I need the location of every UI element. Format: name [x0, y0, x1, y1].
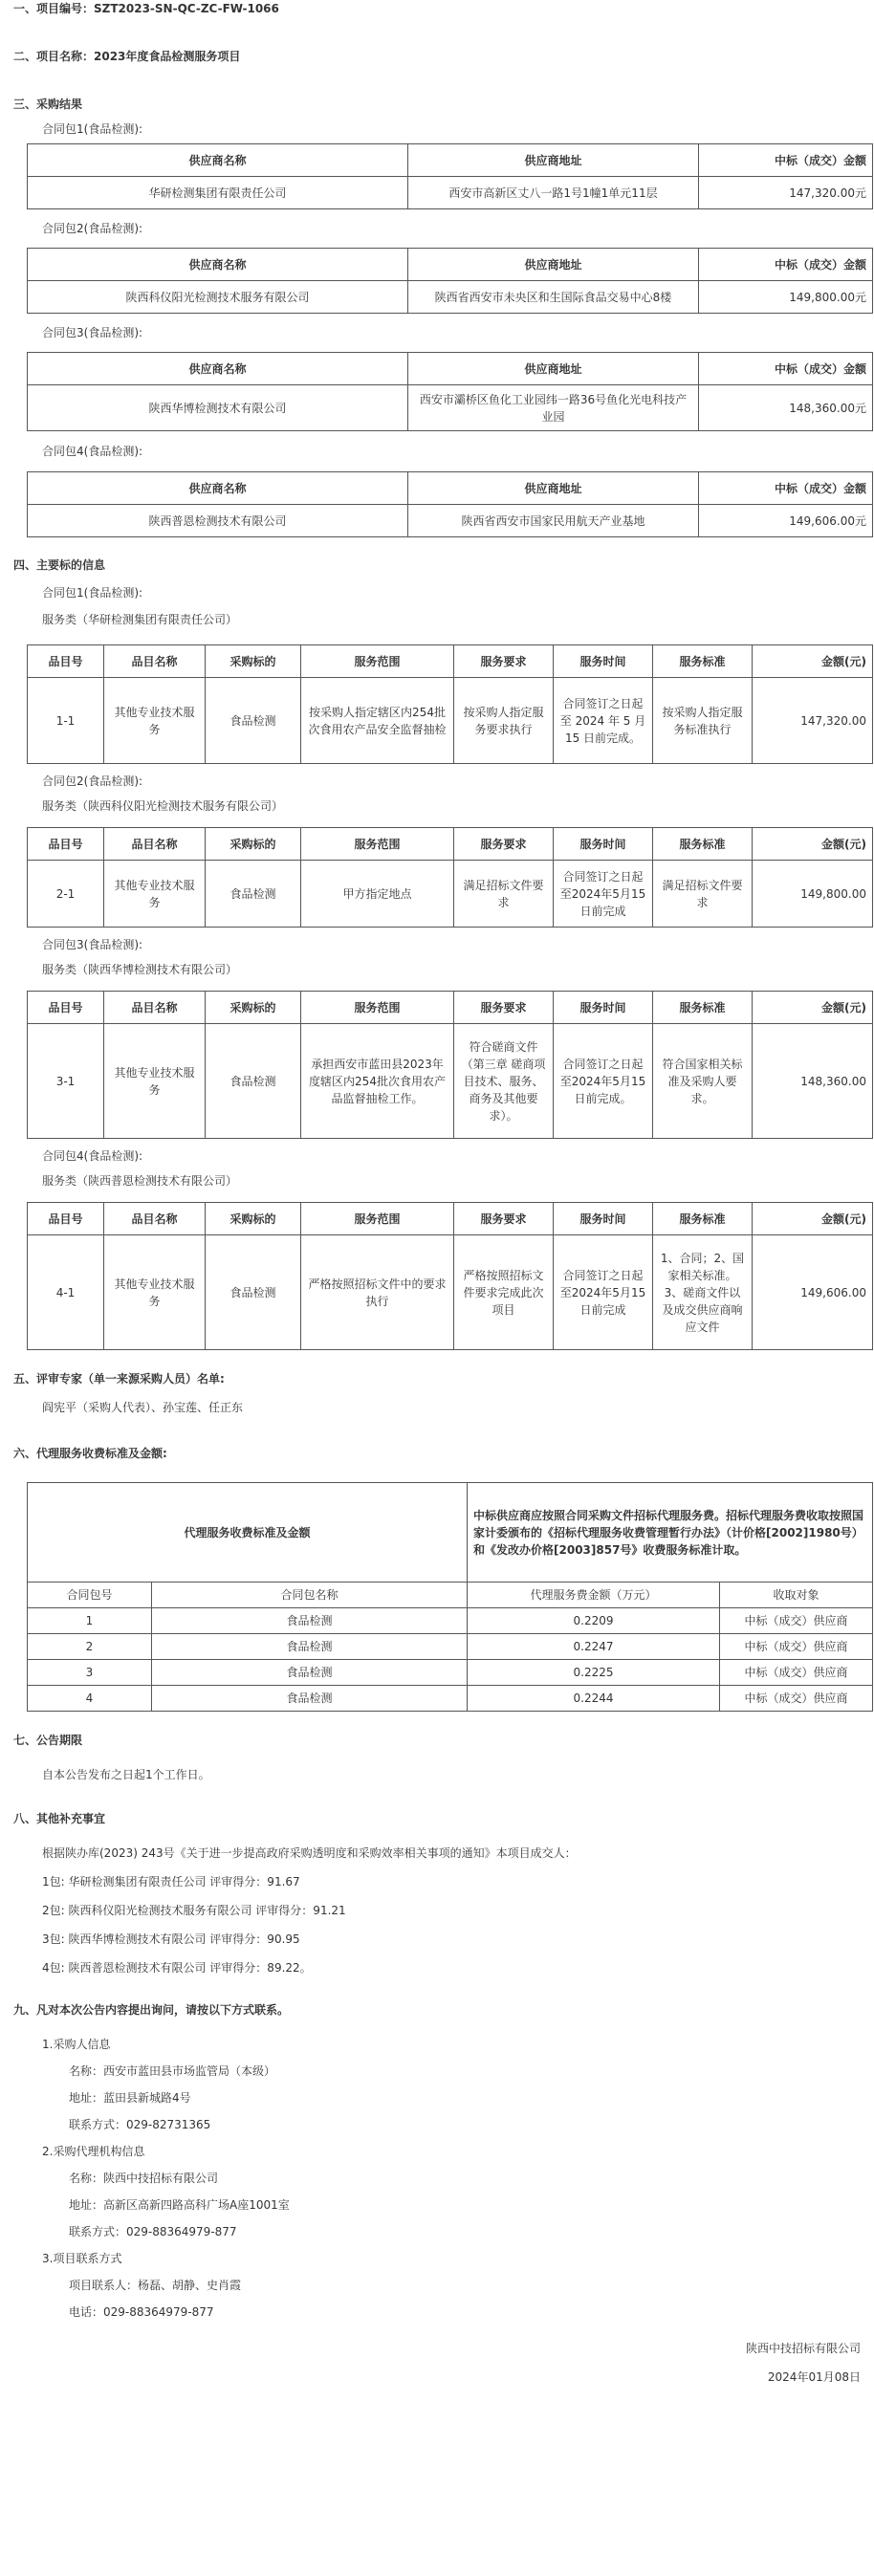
procurement-result-heading: 三、采购结果	[13, 98, 83, 111]
result-table-lot-1	[27, 143, 873, 209]
fee-lot-no: 4	[28, 1686, 152, 1712]
item-object: 食品检测	[206, 861, 301, 928]
experts-list: 阎宪平（采购人代表）、孙宝莲、任正东	[42, 1401, 244, 1414]
item-lot-label: 合同包1(食品检测):	[42, 586, 143, 600]
main-items-heading: 四、主要标的信息	[13, 558, 106, 572]
col-scope: 服务范围	[301, 828, 454, 861]
supplement-line: 4包: 陕西普恩检测技术有限公司 评审得分：89.22。	[42, 1961, 312, 1975]
col-req: 服务要求	[454, 1203, 554, 1235]
contact-purchaser-addr: 地址：蓝田县新城路4号	[69, 2091, 191, 2105]
col-fee: 代理服务费金额（万元）	[468, 1583, 720, 1608]
item-std: 满足招标文件要求	[653, 861, 753, 928]
item-lot-sub: 服务类（陕西普恩检测技术有限公司）	[42, 1174, 238, 1188]
project-name-heading: 二、项目名称：2023年度食品检测服务项目	[13, 50, 241, 63]
item-lot-label: 合同包3(食品检测):	[42, 938, 143, 951]
supplement-heading: 八、其他补充事宜	[13, 1812, 106, 1825]
item-amount: 149,606.00	[753, 1235, 873, 1350]
fee-lot-no: 2	[28, 1634, 152, 1660]
item-lot-sub: 服务类（陕西华博检测技术有限公司）	[42, 963, 238, 976]
item-amount: 149,800.00	[753, 861, 873, 928]
contact-agency-addr: 地址：高新区高新四路高科广场A座1001室	[69, 2198, 290, 2212]
contact-agency-name: 名称：陕西中技招标有限公司	[69, 2172, 219, 2185]
col-name: 品目名称	[104, 828, 206, 861]
item-scope: 承担西安市蓝田县2023年度辖区内254批次食用农产品监督抽检工作。	[301, 1024, 454, 1139]
supplier-addr: 陕西省西安市未央区和生国际食品交易中心8楼	[408, 281, 699, 314]
contact-agency-tel: 联系方式：029-88364979-877	[69, 2225, 237, 2238]
item-table-lot-4	[27, 1202, 873, 1350]
col-amount: 中标（成交）金额	[699, 144, 873, 177]
col-req: 服务要求	[454, 828, 554, 861]
supplier-amount: 149,606.00元	[699, 505, 873, 537]
item-lot-label: 合同包2(食品检测):	[42, 775, 143, 788]
col-item: 品目号	[28, 992, 104, 1024]
fee-lot-name: 食品检测	[152, 1660, 468, 1686]
item-req: 满足招标文件要求	[454, 861, 554, 928]
col-amount: 中标（成交）金额	[699, 472, 873, 505]
col-object: 采购标的	[206, 1203, 301, 1235]
col-supplier-addr: 供应商地址	[408, 472, 699, 505]
col-std: 服务标准	[653, 1203, 753, 1235]
col-time: 服务时间	[554, 1203, 653, 1235]
item-object: 食品检测	[206, 1235, 301, 1350]
item-time: 合同签订之日起至2024年5月15日前完成	[554, 861, 653, 928]
fee-lot-no: 3	[28, 1660, 152, 1686]
experts-heading: 五、评审专家（单一来源采购人员）名单:	[13, 1372, 225, 1386]
item-req: 按采购人指定服务要求执行	[454, 678, 554, 764]
result-table-lot-3	[27, 352, 873, 431]
item-lot-sub: 服务类（陕西科仪阳光检测技术服务有限公司）	[42, 799, 284, 813]
col-supplier-addr: 供应商地址	[408, 249, 699, 281]
supplier-name: 陕西科仪阳光检测技术服务有限公司	[28, 281, 408, 314]
item-std: 1、合同；2、国家相关标准。3、磋商文件以及成交供应商响应文件	[653, 1235, 753, 1350]
fee-standard-text: 中标供应商应按照合同采购文件招标代理服务费。招标代理服务费收取按照国家计委颁布的《招标代理服务收费管理暂行办法》（计价格[2002]1980号）和《发改办价格[2003]857号》收费服务标准计取。	[468, 1483, 873, 1583]
item-std: 按采购人指定服务标准执行	[653, 678, 753, 764]
item-time: 合同签订之日起至 2024 年 5 月 15 日前完成。	[554, 678, 653, 764]
contact-purchaser-tel: 联系方式：029-82731365	[69, 2118, 211, 2131]
item-object: 食品检测	[206, 678, 301, 764]
supplement-line: 1包: 华研检测集团有限责任公司 评审得分：91.67	[42, 1875, 300, 1888]
col-time: 服务时间	[554, 828, 653, 861]
item-lot-label: 合同包4(食品检测):	[42, 1149, 143, 1163]
col-amount: 中标（成交）金额	[699, 249, 873, 281]
supplier-name: 陕西华博检测技术有限公司	[28, 385, 408, 431]
supplier-amount: 148,360.00元	[699, 385, 873, 431]
col-name: 品目名称	[104, 645, 206, 678]
contact-project-tel: 电话：029-88364979-877	[69, 2305, 214, 2319]
col-amount: 金额(元)	[753, 828, 873, 861]
contact-purchaser-title: 1.采购人信息	[42, 2038, 111, 2051]
agency-fee-heading: 六、代理服务收费标准及金额:	[13, 1447, 167, 1460]
contact-heading: 九、凡对本次公告内容提出询问，请按以下方式联系。	[13, 2003, 290, 2017]
item-amount: 147,320.00	[753, 678, 873, 764]
col-scope: 服务范围	[301, 992, 454, 1024]
col-lot-name: 合同包名称	[152, 1583, 468, 1608]
col-item: 品目号	[28, 645, 104, 678]
fee-lot-name: 食品检测	[152, 1634, 468, 1660]
supplement-line: 3包: 陕西华博检测技术有限公司 评审得分：90.95	[42, 1932, 300, 1946]
fee-amount: 0.2209	[468, 1608, 720, 1634]
col-req: 服务要求	[454, 645, 554, 678]
col-std: 服务标准	[653, 992, 753, 1024]
col-supplier-addr: 供应商地址	[408, 144, 699, 177]
item-scope: 严格按照招标文件中的要求执行	[301, 1235, 454, 1350]
item-name: 其他专业技术服务	[104, 678, 206, 764]
item-no: 2-1	[28, 861, 104, 928]
result-table-lot-4	[27, 471, 873, 537]
col-amount: 金额(元)	[753, 645, 873, 678]
item-amount: 148,360.00	[753, 1024, 873, 1139]
supplier-addr: 西安市灞桥区鱼化工业园纬一路36号鱼化光电科技产业园	[408, 385, 699, 431]
fee-lot-no: 1	[28, 1608, 152, 1634]
item-scope: 按采购人指定辖区内254批次食用农产品安全监督抽检	[301, 678, 454, 764]
item-table-lot-1	[27, 644, 873, 764]
fee-payer: 中标（成交）供应商	[720, 1660, 873, 1686]
agency-fee-table	[27, 1482, 873, 1712]
col-supplier-name: 供应商名称	[28, 144, 408, 177]
col-req: 服务要求	[454, 992, 554, 1024]
item-scope: 甲方指定地点	[301, 861, 454, 928]
supplier-addr: 陕西省西安市国家民用航天产业基地	[408, 505, 699, 537]
col-object: 采购标的	[206, 645, 301, 678]
col-time: 服务时间	[554, 992, 653, 1024]
item-no: 3-1	[28, 1024, 104, 1139]
item-lot-sub: 服务类（华研检测集团有限责任公司）	[42, 613, 238, 626]
col-item: 品目号	[28, 828, 104, 861]
col-supplier-name: 供应商名称	[28, 249, 408, 281]
contact-project-title: 3.项目联系方式	[42, 2252, 122, 2265]
col-amount: 金额(元)	[753, 992, 873, 1024]
fee-standard-label: 代理服务收费标准及金额	[28, 1483, 468, 1583]
result-table-lot-2	[27, 248, 873, 314]
item-table-lot-2	[27, 827, 873, 928]
fee-amount: 0.2247	[468, 1634, 720, 1660]
fee-lot-name: 食品检测	[152, 1608, 468, 1634]
fee-amount: 0.2225	[468, 1660, 720, 1686]
supplier-amount: 149,800.00元	[699, 281, 873, 314]
item-name: 其他专业技术服务	[104, 861, 206, 928]
supplier-name: 陕西普恩检测技术有限公司	[28, 505, 408, 537]
col-scope: 服务范围	[301, 645, 454, 678]
supplier-name: 华研检测集团有限责任公司	[28, 177, 408, 209]
col-std: 服务标准	[653, 645, 753, 678]
col-supplier-addr: 供应商地址	[408, 353, 699, 385]
col-time: 服务时间	[554, 645, 653, 678]
contact-agency-title: 2.采购代理机构信息	[42, 2145, 145, 2158]
item-time: 合同签订之日起至2024年5月15日前完成。	[554, 1024, 653, 1139]
footer-date: 2024年01月08日	[767, 2370, 861, 2384]
item-name: 其他专业技术服务	[104, 1024, 206, 1139]
supplier-addr: 西安市高新区丈八一路1号1幢1单元11层	[408, 177, 699, 209]
item-no: 1-1	[28, 678, 104, 764]
fee-amount: 0.2244	[468, 1686, 720, 1712]
supplement-line: 2包: 陕西科仪阳光检测技术服务有限公司 评审得分：91.21	[42, 1904, 346, 1917]
col-std: 服务标准	[653, 828, 753, 861]
fee-lot-name: 食品检测	[152, 1686, 468, 1712]
supplier-amount: 147,320.00元	[699, 177, 873, 209]
col-amount: 中标（成交）金额	[699, 353, 873, 385]
col-amount: 金额(元)	[753, 1203, 873, 1235]
item-req: 符合磋商文件（第三章 磋商项目技术、服务、商务及其他要求）。	[454, 1024, 554, 1139]
col-item: 品目号	[28, 1203, 104, 1235]
item-req: 严格按照招标文件要求完成此次项目	[454, 1235, 554, 1350]
col-payer: 收取对象	[720, 1583, 873, 1608]
notice-period-heading: 七、公告期限	[13, 1734, 83, 1747]
col-object: 采购标的	[206, 828, 301, 861]
project-number-heading: 一、项目编号：SZT2023-SN-QC-ZC-FW-1066	[13, 2, 279, 15]
contact-project-persons: 项目联系人：杨磊、胡静、史肖霞	[69, 2279, 242, 2292]
col-supplier-name: 供应商名称	[28, 472, 408, 505]
col-name: 品目名称	[104, 1203, 206, 1235]
result-lot-label: 合同包4(食品检测):	[42, 445, 143, 458]
col-object: 采购标的	[206, 992, 301, 1024]
supplement-intro: 根据陕办库(2023) 243号《关于进一步提高政府采购透明度和采购效率相关事项的通知》本项目成交人：	[42, 1846, 577, 1860]
col-scope: 服务范围	[301, 1203, 454, 1235]
item-std: 符合国家相关标准及采购人要求。	[653, 1024, 753, 1139]
result-lot-label: 合同包3(食品检测):	[42, 326, 143, 339]
item-name: 其他专业技术服务	[104, 1235, 206, 1350]
result-lot-label: 合同包1(食品检测):	[42, 122, 143, 136]
item-table-lot-3	[27, 991, 873, 1139]
col-lot-no: 合同包号	[28, 1583, 152, 1608]
col-name: 品目名称	[104, 992, 206, 1024]
fee-payer: 中标（成交）供应商	[720, 1634, 873, 1660]
footer-org: 陕西中技招标有限公司	[745, 2342, 861, 2355]
fee-payer: 中标（成交）供应商	[720, 1686, 873, 1712]
item-no: 4-1	[28, 1235, 104, 1350]
notice-period-text: 自本公告发布之日起1个工作日。	[42, 1768, 210, 1781]
col-supplier-name: 供应商名称	[28, 353, 408, 385]
result-lot-label: 合同包2(食品检测):	[42, 222, 143, 235]
item-time: 合同签订之日起至2024年5月15日前完成	[554, 1235, 653, 1350]
fee-payer: 中标（成交）供应商	[720, 1608, 873, 1634]
item-object: 食品检测	[206, 1024, 301, 1139]
contact-purchaser-name: 名称：西安市蓝田县市场监管局（本级）	[69, 2064, 276, 2078]
